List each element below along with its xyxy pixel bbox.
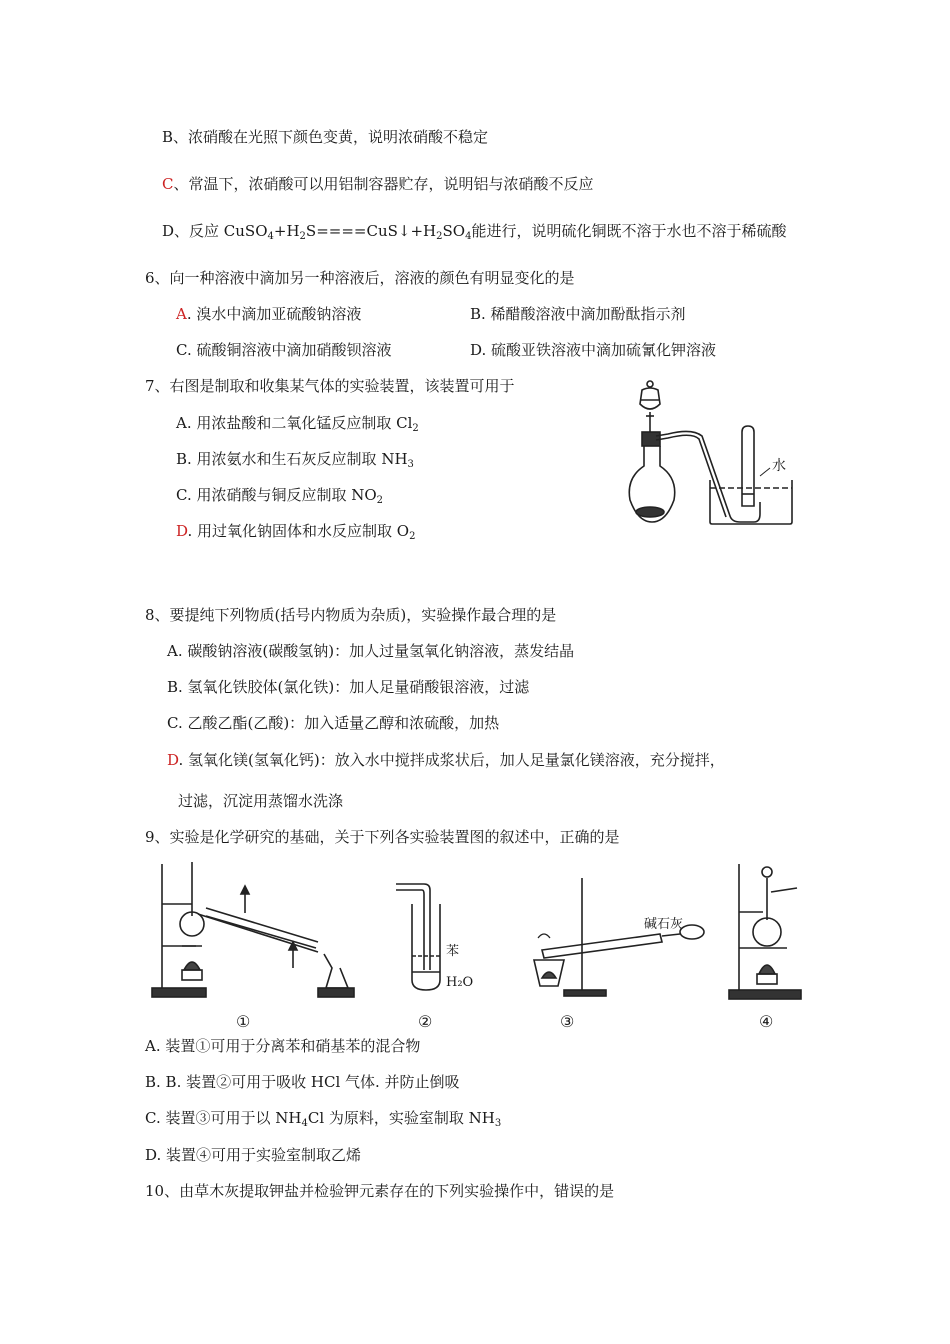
q7-option-a (176, 413, 419, 433)
q9-option-b: B. B. 装置②可用于吸收 HCl 气体. 并防止倒吸 (145, 1073, 460, 1091)
q5-option-c (162, 174, 594, 194)
q7-option-d-letter: D (176, 522, 188, 540)
subscript: 2 (299, 231, 306, 242)
q5-option-d-part: D、反应 CuSO (162, 222, 268, 240)
q6-option-a-text: . 溴水中滴加亚硫酸钠溶液 (186, 305, 362, 323)
q9-stem: 9、实验是化学研究的基础，关于下列各实验装置图的叙述中，正确的是 (145, 828, 620, 846)
q7-option-b-text: B. 用浓氨水和生石灰反应制取 NH (176, 450, 408, 468)
q5-option-d (162, 221, 786, 241)
q9-figure-water-label: H₂O (446, 975, 474, 990)
q9-figure-label-4: ④ (759, 1012, 774, 1031)
q8-option-d-letter: D (167, 751, 179, 769)
q7-apparatus-figure (620, 376, 795, 526)
q5-option-d-part: 能进行，说明硫化铜既不溶于水也不溶于稀硫酸 (471, 222, 787, 240)
q7-option-a-text: A. 用浓盐酸和二氧化锰反应制取 Cl (176, 414, 413, 432)
subscript: 3 (407, 459, 414, 470)
q8-option-b: B. 氢氧化铁胶体(氯化铁)：加人足量硝酸银溶液，过滤 (167, 678, 530, 696)
q9-figure-label-2: ② (418, 1012, 433, 1031)
q7-option-c (176, 485, 383, 505)
q5-option-c-letter: C (162, 175, 174, 193)
q6-option-a-letter: A (176, 305, 187, 323)
q6-stem: 6、向一种溶液中滴加另一种溶液后，溶液的颜色有明显变化的是 (145, 269, 575, 287)
subscript: 2 (409, 531, 416, 542)
q9-figure-4-ethylene (727, 862, 805, 1002)
q9-option-d: D. 装置④可用于实验室制取乙烯 (145, 1146, 362, 1164)
q7-option-c-text: C. 用浓硝酸与铜反应制取 NO (176, 486, 377, 504)
q6-option-c: C. 硫酸铜溶液中滴加硝酸钡溶液 (176, 341, 392, 359)
q9-figure-label-1: ① (236, 1012, 251, 1031)
q9-figure-benzene-label: 苯 (446, 944, 460, 959)
q5-option-d-part: SO (442, 222, 466, 240)
q7-figure-water-label: 水 (772, 458, 786, 474)
q9-option-c-text: C. 装置③可用于以 NH (145, 1109, 302, 1127)
q9-figure-1-distillation (148, 858, 358, 1003)
q7-option-d (176, 521, 415, 541)
q9-figure-soda-lime-label: 碱石灰 (644, 917, 684, 932)
q6-option-b: B. 稀醋酸溶液中滴加酚酞指示剂 (470, 305, 686, 323)
subscript: 2 (376, 495, 384, 506)
q8-option-d (167, 750, 725, 770)
q5-option-b: B、浓硝酸在光照下颜色变黄，说明浓硝酸不稳定 (162, 128, 489, 146)
q5-option-d-part: S====CuS↓+H (305, 222, 437, 240)
q6-option-d: D. 硫酸亚铁溶液中滴加硫氰化钾溶液 (470, 341, 717, 359)
q9-option-c-text: Cl 为原料，实验室制取 NH (307, 1109, 495, 1127)
q9-option-c (145, 1108, 501, 1128)
q8-option-d-continued: 过滤，沉淀用蒸馏水洗涤 (178, 792, 344, 810)
subscript: 4 (267, 231, 274, 242)
q7-option-d-text: . 用过氧化钠固体和水反应制取 O (187, 522, 410, 540)
q8-option-c: C. 乙酸乙酯(乙酸)：加入适量乙醇和浓硫酸，加热 (167, 714, 500, 732)
subscript: 4 (465, 231, 472, 242)
q6-option-a (176, 304, 361, 324)
q7-option-b (176, 449, 414, 469)
q8-stem: 8、要提纯下列物质(括号内物质为杂质)，实验操作最合理的是 (145, 606, 557, 624)
q8-option-a: A. 碳酸钠溶液(碳酸氢钠)：加人过量氢氧化钠溶液，蒸发结晶 (167, 642, 575, 660)
subscript: 4 (301, 1118, 308, 1129)
subscript: 3 (494, 1118, 502, 1129)
q5-option-d-part: +H (273, 222, 300, 240)
q9-option-a: A. 装置①可用于分离苯和硝基苯的混合物 (145, 1037, 421, 1055)
q5-option-c-text: 、常温下，浓硝酸可以用铝制容器贮存，说明铝与浓硝酸不反应 (173, 175, 594, 193)
q9-figure-label-3: ③ (560, 1012, 575, 1031)
subscript: 2 (412, 423, 419, 434)
q8-option-d-text: . 氢氧化镁(氢氧化钙)：放入水中搅拌成浆状后，加人足量氯化镁溶液，充分搅拌， (178, 751, 725, 769)
q7-stem: 7、右图是制取和收集某气体的实验装置，该装置可用于 (145, 377, 515, 395)
q10-stem: 10、由草木灰提取钾盐并检验钾元素存在的下列实验操作中，错误的是 (145, 1182, 615, 1200)
subscript: 2 (436, 231, 443, 242)
